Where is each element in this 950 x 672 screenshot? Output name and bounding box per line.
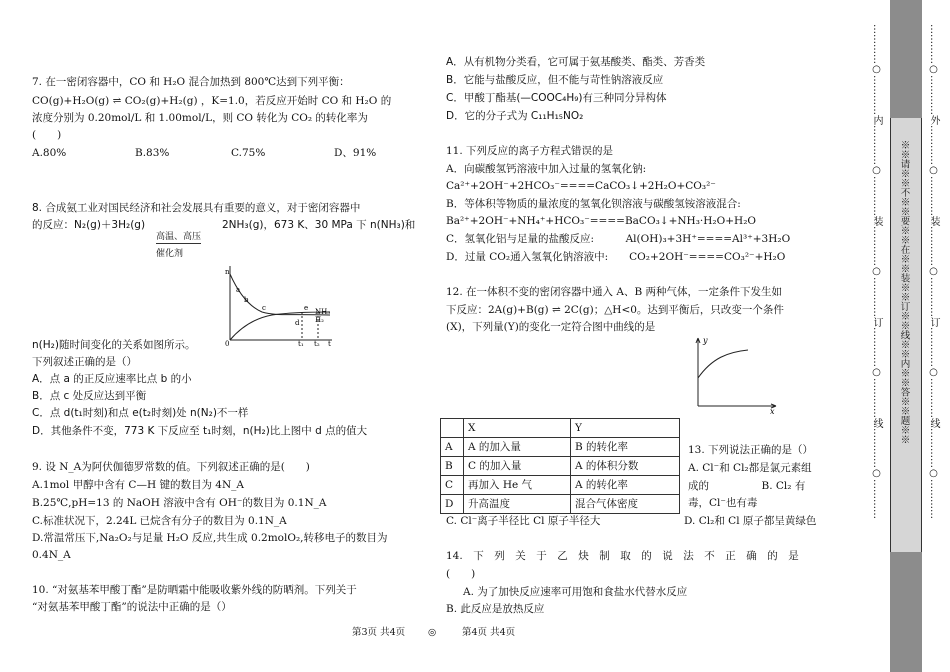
q8-option-d: D．其他条件不变，773 K 下反应至 t₁时刻，n(H₂)比上图中 d 点的值大 xyxy=(32,425,368,437)
table-cell: A xyxy=(441,438,464,457)
graph-label-origin: 0 xyxy=(225,340,230,346)
graph-label-t1: t₁ xyxy=(298,340,304,346)
q7-line3: 浓度分别为 0.20mol/L 和 1.00mol/L，则 CO 转化为 CO₂ 的转化率为 xyxy=(32,112,368,124)
q13-line3: 成的 B. Cl₂ 有 xyxy=(688,480,806,492)
q9-option-d: D.常温常压下,Na₂O₂与足量 H₂O 反应,共生成 0.2molO₂,转移电子的数目为 xyxy=(32,532,388,544)
binding-inner-marks: …………○…………内…………○…………装…………○…………订…………○…………线…………○………… xyxy=(871,24,882,519)
q8-line3: n(H₂)随时间变化的关系如图所示。 xyxy=(32,339,196,351)
binding-outer-marks: …………○…………外…………○…………装…………○…………订…………○…………线…………○………… xyxy=(928,24,939,519)
q10-option-c: C．甲酸丁酯基(—COOC₄H₉)有三种同分异构体 xyxy=(446,92,667,104)
q8-condition-top: 高温、高压 xyxy=(156,232,202,242)
q12-line3: (X)，下列量(Y)的变化一定符合图中曲线的是 xyxy=(446,321,656,333)
table-cell xyxy=(441,419,464,438)
q11-line-b: B．等体积等物质的量浓度的氢氧化钡溶液与碳酸氢铵溶液混合: xyxy=(446,198,741,210)
q7-line1: 7. 在一密闭容器中，CO 和 H₂O 混合加热到 800℃达到下列平衡： xyxy=(32,76,350,88)
q10-option-a: A．从有机物分类看，它可属于氨基酸类、酯类、芳香类 xyxy=(446,56,706,68)
graph-label-h2: H₂ xyxy=(315,316,324,324)
q7-option-d: D、91% xyxy=(334,147,377,159)
q14-option-b: B. 此反应是放热反应 xyxy=(446,603,545,615)
graph-label-d: d xyxy=(295,319,300,327)
q9-option-b: B.25℃,pH=13 的 NaOH 溶液中含有 OH⁻的数目为 0.1N_A xyxy=(32,497,327,509)
graph-label-t2: t₂ xyxy=(314,340,320,346)
q10-line1: 10. “对氨基苯甲酸丁酯”是防晒霜中能吸收紫外线的防晒剂。下列关于 xyxy=(32,584,357,596)
binding-warning: ※※请※※不※※要※※在※※装※※订※※线※※内※※答※※题※※ xyxy=(898,140,910,444)
table-cell: B 的转化率 xyxy=(571,438,680,457)
q13-option-d: D. Cl₂和 Cl 原子都呈黄绿色 xyxy=(684,515,817,527)
graph-label-nh3: NH₃ xyxy=(315,308,331,316)
q12-line1: 12. 在一体积不变的密闭容器中通入 A、B 两种气体，一定条件下发生如 xyxy=(446,286,783,298)
table-cell: X xyxy=(464,419,571,438)
q8-condition-bottom: 催化剂 xyxy=(156,249,184,259)
graph-label-t: t xyxy=(328,340,331,346)
table-cell: Y xyxy=(571,419,680,438)
q12-table xyxy=(440,418,680,514)
q9-option-c: C.标准状况下，2.24L 已烷含有分子的数目为 0.1N_A xyxy=(32,515,287,527)
q7-option-b: B.83% xyxy=(135,147,170,159)
q10-option-b: B．它能与盐酸反应，但不能与苛性钠溶液反应 xyxy=(446,74,664,86)
q7-line4: ( ) xyxy=(32,129,62,141)
q7-option-c: C.75% xyxy=(231,147,266,159)
graph-label-n: n xyxy=(225,268,230,276)
footer-separator: ◎ xyxy=(428,627,437,638)
q7-line2: CO(g)+H₂O(g) ⇌ CO₂(g)+H₂(g) ，K=1.0，若反应开始时 CO 和 H₂O 的 xyxy=(32,95,392,107)
table-cell: C xyxy=(441,476,464,495)
q14-line1: 14. 下 列 关 于 乙 炔 制 取 的 说 法 不 正 确 的 是 xyxy=(446,550,799,562)
q11-line-c: C．氢氧化铝与足量的盐酸反应: Al(OH)₃+3H⁺====Al³⁺+3H₂O xyxy=(446,233,791,245)
q9-option-a: A.1mol 甲醇中含有 C—H 键的数目为 4N_A xyxy=(32,479,244,491)
table-row xyxy=(441,438,680,457)
table-cell: 升高温度 xyxy=(464,495,571,514)
q14-option-a: A. 为了加快反应速率可用饱和食盐水代替水反应 xyxy=(463,586,688,598)
table-cell: A 的转化率 xyxy=(571,476,680,495)
binding-band-bottom xyxy=(890,552,922,672)
footer-page-left: 第3页 共4页 xyxy=(352,627,406,638)
table-cell: B xyxy=(441,457,464,476)
q10-line2: “对氨基苯甲酸丁酯”的说法中正确的是（） xyxy=(32,601,232,613)
q8-line2a: 的反应：N₂(g)＋3H₂(g) xyxy=(32,219,146,231)
q9-line1: 9. 设 N_A为阿伏伽德罗常数的值。下列叙述正确的是( ) xyxy=(32,461,310,473)
table-cell: 混合气体密度 xyxy=(571,495,680,514)
table-row xyxy=(441,457,680,476)
table-row xyxy=(441,419,680,438)
q12-graph-x: x xyxy=(770,407,775,414)
q8-line4: 下列叙述正确的是（） xyxy=(32,356,137,368)
q8-option-a: A．点 a 的正反应速率比点 b 的小 xyxy=(32,373,192,385)
q13-option-c: C. Cl⁻离子半径比 Cl 原子半径大 xyxy=(446,515,601,527)
q13-line4: 毒，Cl⁻也有毒 xyxy=(688,497,758,509)
q14-line2: ( ) xyxy=(446,568,476,580)
q11-line-a: A．向碳酸氢钙溶液中加入过量的氢氧化钠: xyxy=(446,163,647,175)
q8-graph xyxy=(222,262,338,346)
graph-label-e: e xyxy=(304,304,309,312)
q8-line2b: 2NH₃(g)，673 K、30 MPa 下 n(NH₃)和 xyxy=(222,219,416,231)
graph-label-a: a xyxy=(236,286,241,294)
q12-graph xyxy=(690,334,780,414)
q8-option-c: C．点 d(t₁时刻)和点 e(t₂时刻)处 n(N₂)不一样 xyxy=(32,407,249,419)
q13-line1: 13. 下列说法正确的是（） xyxy=(688,444,814,456)
footer-page-right: 第4页 共4页 xyxy=(462,627,516,638)
q11-equation-b: Ba²⁺+2OH⁻+NH₄⁺+HCO₃⁻====BaCO₃↓+NH₃·H₂O+H₂O xyxy=(446,215,757,227)
table-cell: C 的加入量 xyxy=(464,457,571,476)
q8-option-b: B．点 c 处反应达到平衡 xyxy=(32,390,147,402)
table-cell: A 的加入量 xyxy=(464,438,571,457)
q12-graph-y: y xyxy=(703,336,708,345)
binding-band-top xyxy=(890,0,922,118)
q11-line1: 11. 下列反应的离子方程式错误的是 xyxy=(446,145,614,157)
table-row xyxy=(441,495,680,514)
table-cell: 再加入 He 气 xyxy=(464,476,571,495)
q8-line1: 8. 合成氨工业对国民经济和社会发展具有重要的意义，对于密闭容器中 xyxy=(32,202,361,214)
q9-option-d-cont: 0.4N_A xyxy=(32,549,71,561)
q13-line2: A. Cl⁻和 Cl₂都是氯元素组 xyxy=(688,462,812,474)
q12-line2: 下反应：2A(g)+B(g) ⇌ 2C(g)；△H<0。达到平衡后，只改变一个条件 xyxy=(446,304,784,316)
table-cell: A 的体积分数 xyxy=(571,457,680,476)
q10-option-d: D．它的分子式为 C₁₁H₁₅NO₂ xyxy=(446,110,584,122)
q11-line-d: D．过量 CO₂通入氢氧化钠溶液中: CO₂+2OH⁻====CO₃²⁻+H₂O xyxy=(446,251,786,263)
graph-label-b: b xyxy=(244,296,249,304)
q7-option-a: A.80% xyxy=(32,147,67,159)
table-cell: D xyxy=(441,495,464,514)
q11-equation-a: Ca²⁺+2OH⁻+2HCO₃⁻====CaCO₃↓+2H₂O+CO₃²⁻ xyxy=(446,180,716,192)
table-row xyxy=(441,476,680,495)
graph-label-c: c xyxy=(262,304,266,312)
